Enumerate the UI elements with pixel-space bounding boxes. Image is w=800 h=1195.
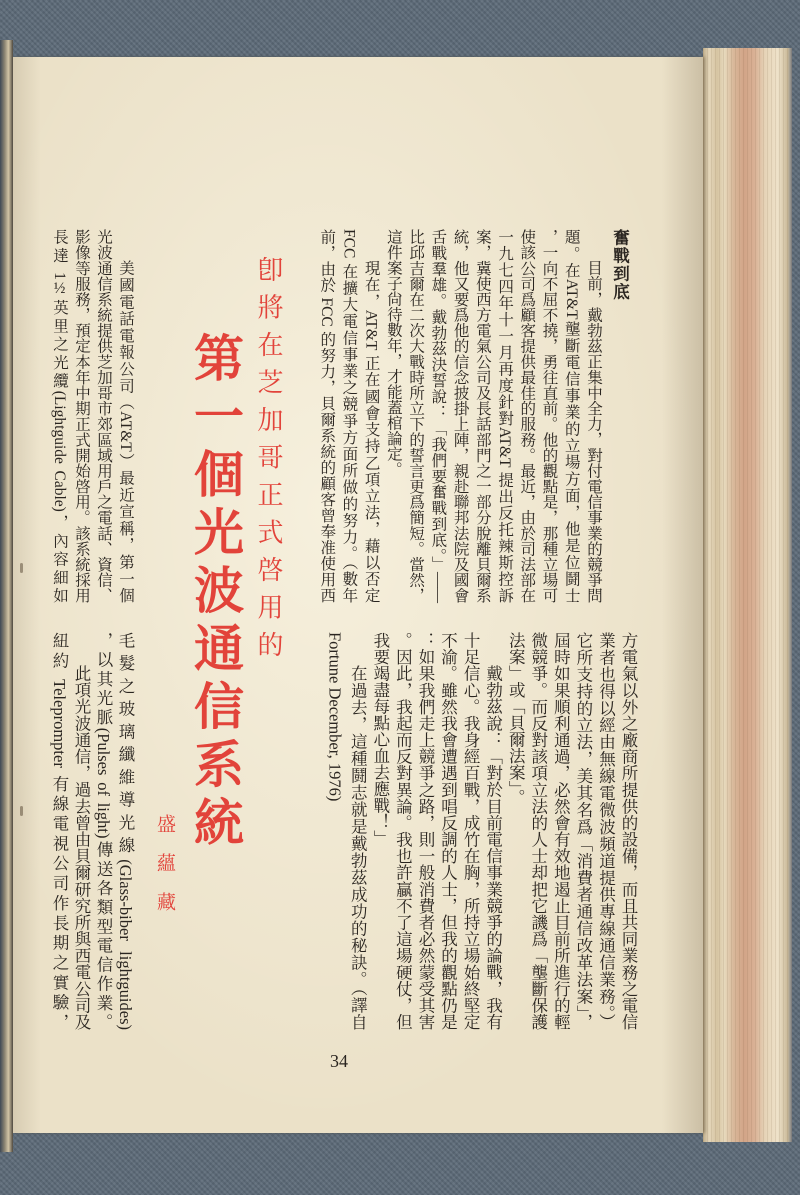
text-column: 光波通信系統提供芝加哥市郊區域用戶之電話、資信、 [95,229,112,603]
text-column: 現在，AT&T 正在國會支持乙項立法，藉以否定 [362,260,380,603]
text-column: 戴勃茲說：「對於目前電信事業競爭的論戰，我有 [483,665,503,1030]
text-column: 。因此，我起而反對異論。我也許贏不了這場硬仗，但 [393,632,413,1030]
text-column: 此項光波通信，過去曾由貝爾研究所與西電公司及 [72,665,91,1030]
text-column: ，以其光脈(Pulses of light)傳送各類型電信作業。 [94,632,113,1030]
text-column: 法案」或「貝爾法案」。 [506,632,526,806]
article-title: 第一個光波通信系統 [186,332,244,854]
text-column: 方電氣以外之廠商所提供的設備，而且共同業務之電信 [619,632,638,1030]
text-column: 一九七四年十一月再度針對AT&T 提出反托辣斯控訴 [496,229,514,603]
previous-article-lower-block [323,632,639,1030]
section-heading: 奮戰到底 [610,229,630,301]
text-column: 紐約 Teleprompter 有線電視公司作長期之實驗， [50,632,69,1030]
text-column: 目前，戴勃茲正集中全力，對付電信事業的競爭問 [585,260,602,603]
text-column: 不渝。雖然我會遭遇到唱反調的人士，但我的觀點仍是 [438,632,458,1030]
source-citation: Fortune December, 1976) [325,632,345,802]
text-column: 美國電話電報公司（AT&T）最近宣稱，第一個 [117,260,134,603]
text-column: 我要竭盡每點心血去應戰！」 [370,632,390,847]
text-column: 微競爭。而反對該項立法的人士却把它譏爲「壟斷保護 [528,632,548,1030]
article-kicker: 卽將在芝加哥正式啓用的 [253,256,283,669]
text-column: 前，由於 FCC 的努力，貝爾系統的顧客曾奉准使用西 [318,229,336,603]
text-column: 它所支持的立法，美其名爲「消費者通信改革法案」， [573,632,593,1030]
text-column: 屆時如果順利通過，必然會有效地遏止目前所進行的輕 [551,632,571,1030]
new-article-lower-block [48,632,136,1030]
article-author: 盛蘊藏 [154,814,176,931]
text-column: 案，冀使西方電氣公司及長話部門之一部分脫離貝爾系 [473,229,491,603]
text-column: FCC 在擴大電信事業之競爭方面所做的努力。（數年 [340,229,358,603]
text-column: 毛髮之玻璃纖維導光線(Glass-biber lightguides) [116,632,135,1030]
text-column: ：如果我們走上競爭之路，則一般消費者必然蒙受其害 [415,632,435,1030]
text-column: ，一向不屈不撓，勇往直前。他的觀點是，那種立場可 [540,229,558,603]
text-column: 這件案子尙待數年，才能蓋棺論定。 [384,229,402,477]
text-column: 影像等服務，預定本年中期正式開始啓用。該系統採用 [73,229,90,603]
new-article-upper-block [48,229,136,603]
text-column: 在過去，這種鬪志就是戴勃茲成功的秘訣。（譯自 [348,665,368,1030]
text-column: 十足信心。我身經百戰，成竹在胸，所持立場始終堅定 [461,632,481,1030]
page-number: 34 [330,1051,348,1071]
text-column: 題。在AT&T壟斷電信事業的立場方面，他是位鬪士 [562,229,580,603]
text-column: 舌戰羣雄。戴勃茲決誓說：「我們要奮戰到底。」—— [429,229,447,603]
text-column: 比邱吉爾在二次大戰時所立下的誓言更爲簡短。當然， [407,229,425,603]
text-column: 使該公司爲顧客提供最佳的服務。最近，由於司法部在 [518,229,536,603]
text-column: 長達 1½英里之光纜(Lightguide Cable)，內容細如 [51,229,68,603]
text-column: 業者也得以經由無線電微波頻道提供專線通信業務。） [596,632,616,1030]
previous-article-upper-block [315,229,604,603]
text-column: 統，他又要爲他的信念披掛上陣，親赴聯邦法院及國會 [451,229,469,603]
